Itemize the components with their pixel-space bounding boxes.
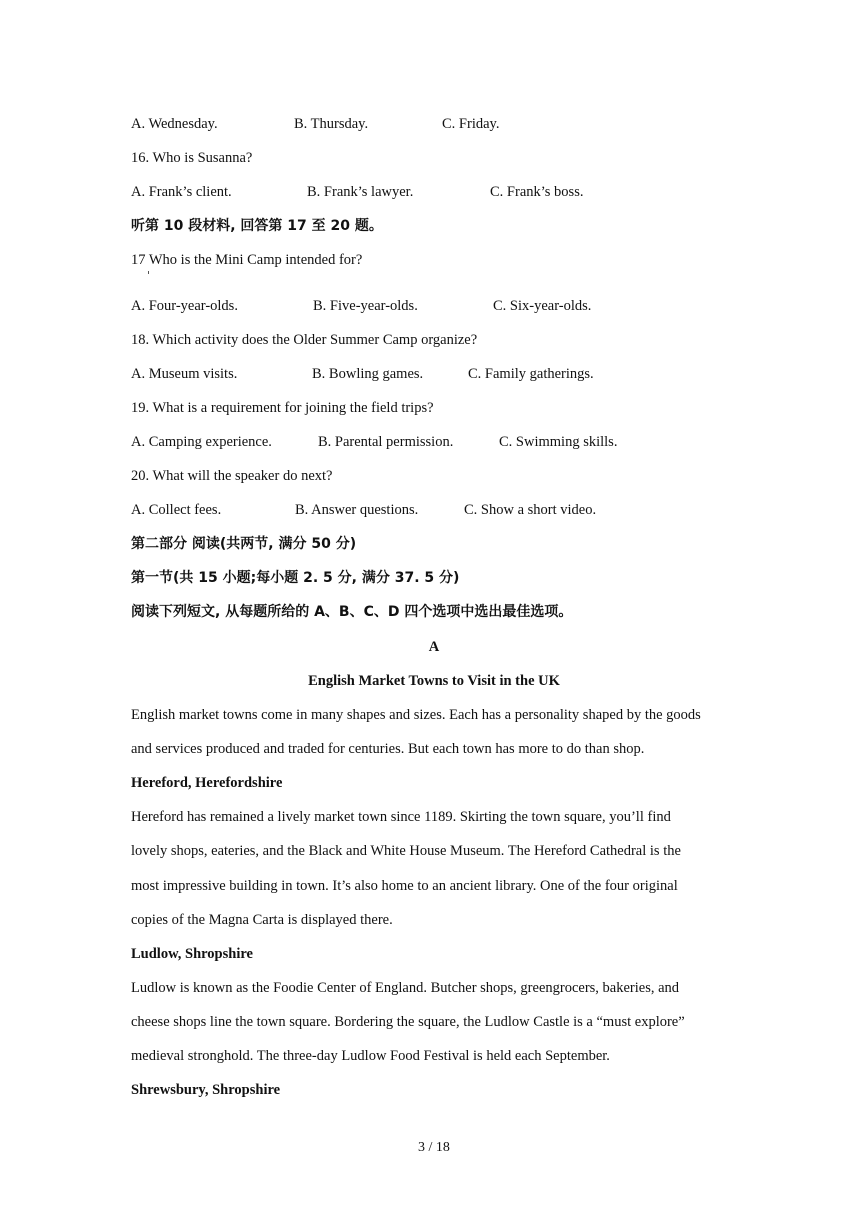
q18-option-b: B. Bowling games. — [312, 366, 424, 382]
stray-mark — [148, 271, 149, 274]
q17-option-a: A. Four-year-olds. — [131, 298, 238, 314]
q19-option-a: A. Camping experience. — [131, 434, 272, 450]
q15-option-a: A. Wednesday. — [131, 116, 218, 132]
reading-instruction: 阅读下列短文, 从每题所给的 A、B、C、D 四个选项中选出最佳选项。 — [131, 604, 573, 620]
intro-line-1: English market towns come in many shapes and sizes. Each has a personality shaped by the goods — [131, 707, 701, 723]
q17-option-b: B. Five-year-olds. — [313, 298, 418, 314]
hereford-line-3: most impressive building in town. It’s also home to an ancient library. One of the four original — [131, 878, 678, 894]
page-number: 3 / 18 — [418, 1140, 450, 1155]
q20-option-b: B. Answer questions. — [295, 502, 419, 518]
q20-option-a: A. Collect fees. — [131, 502, 222, 518]
ludlow-line-1: Ludlow is known as the Foodie Center of England. Butcher shops, greengrocers, bakeries, and — [131, 980, 680, 996]
section1-heading: 第一节(共 15 小题;每小题 2. 5 分, 满分 37. 5 分) — [131, 570, 460, 586]
q20-option-c: C. Show a short video. — [464, 502, 597, 518]
section-10-heading: 听第 10 段材料, 回答第 17 至 20 题。 — [131, 218, 383, 234]
q15-option-b: B. Thursday. — [294, 116, 369, 132]
q16-question: 16. Who is Susanna? — [131, 150, 253, 166]
q18-option-a: A. Museum visits. — [131, 366, 238, 382]
hereford-line-1: Hereford has remained a lively market town since 1189. Skirting the town square, you’ll find — [131, 809, 671, 825]
passage-title: English Market Towns to Visit in the UK — [308, 673, 560, 689]
ludlow-heading: Ludlow, Shropshire — [131, 946, 253, 962]
q20-question: 20. What will the speaker do next? — [131, 468, 333, 484]
q16-option-a: A. Frank’s client. — [131, 184, 232, 200]
part2-heading: 第二部分 阅读(共两节, 满分 50 分) — [131, 536, 357, 552]
q19-question: 19. What is a requirement for joining the field trips? — [131, 400, 434, 416]
hereford-line-4: copies of the Magna Carta is displayed there. — [131, 912, 393, 928]
q17-question: 17 Who is the Mini Camp intended for? — [131, 252, 363, 268]
q16-option-b: B. Frank’s lawyer. — [307, 184, 414, 200]
hereford-heading: Hereford, Herefordshire — [131, 775, 283, 791]
ludlow-line-3: medieval stronghold. The three-day Ludlow Food Festival is held each September. — [131, 1048, 610, 1064]
q15-option-c: C. Friday. — [442, 116, 500, 132]
q19-option-c: C. Swimming skills. — [499, 434, 618, 450]
ludlow-line-2: cheese shops line the town square. Bordering the square, the Ludlow Castle is a “must explore” — [131, 1014, 685, 1030]
q18-option-c: C. Family gatherings. — [468, 366, 594, 382]
q19-option-b: B. Parental permission. — [318, 434, 454, 450]
shrewsbury-heading: Shrewsbury, Shropshire — [131, 1082, 281, 1098]
q18-question: 18. Which activity does the Older Summer Camp organize? — [131, 332, 478, 348]
passage-letter: A — [428, 639, 440, 655]
intro-line-2: and services produced and traded for centuries. But each town has more to do than shop. — [131, 741, 645, 757]
q16-option-c: C. Frank’s boss. — [490, 184, 584, 200]
q17-option-c: C. Six-year-olds. — [493, 298, 592, 314]
hereford-line-2: lovely shops, eateries, and the Black and White House Museum. The Hereford Cathedral is the — [131, 843, 681, 859]
